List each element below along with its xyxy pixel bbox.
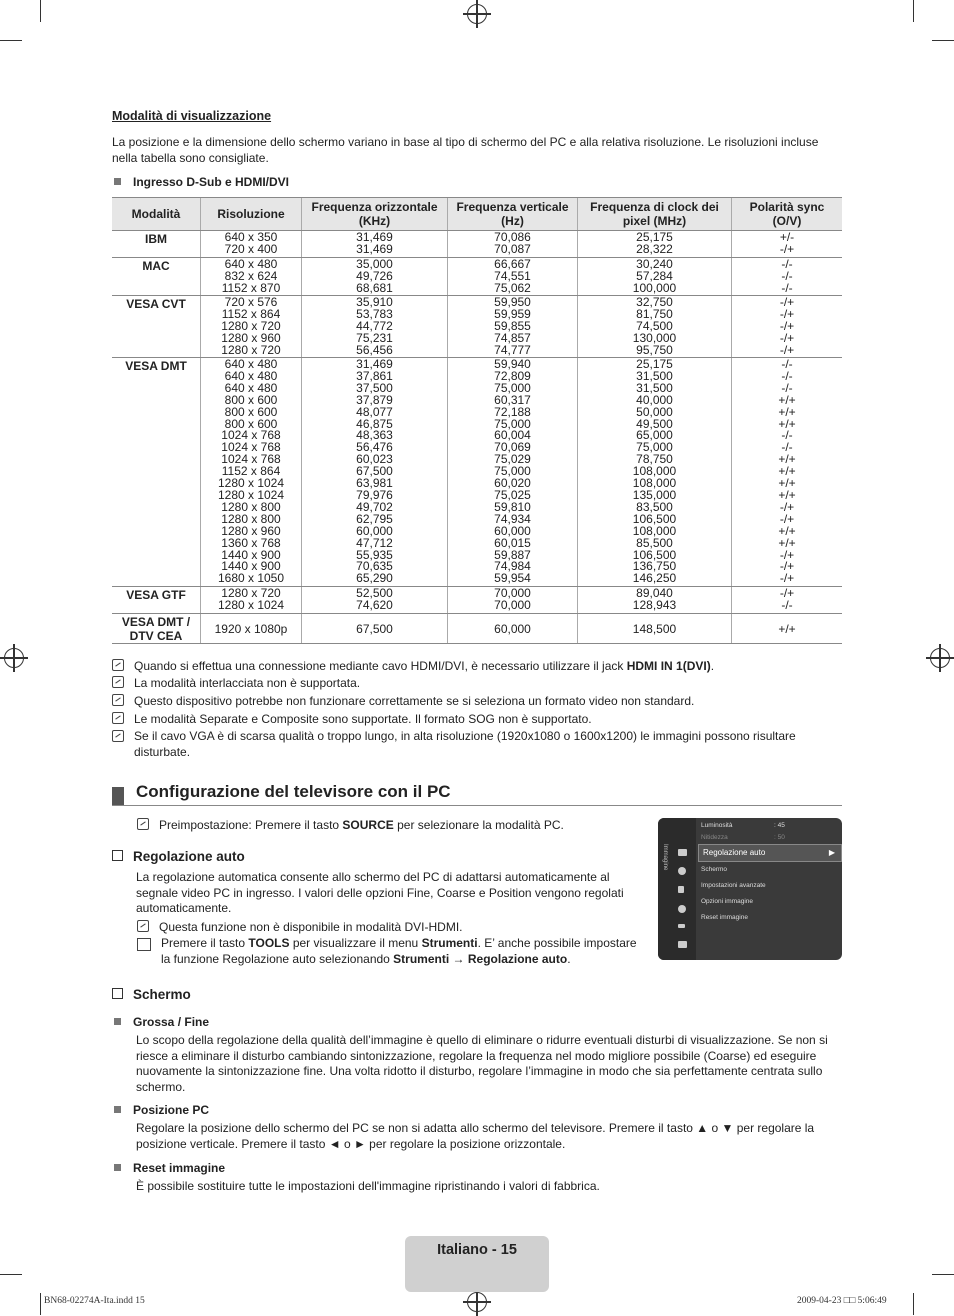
square-bullet-icon — [114, 1106, 121, 1113]
hfreq-cell: 52,500 74,620 — [302, 587, 448, 614]
square-bullet-icon — [114, 1018, 121, 1025]
screen-heading-text: Schermo — [133, 987, 191, 1002]
note-item — [112, 658, 842, 674]
vfreq-cell: 59,940 72,809 75,000 60,317 72,188 75,000 60,004 70,069 75,029 75,000 60,020 75,025 59,810 74,934 60,000 60,015 59,887 74,984 59,954 — [448, 358, 578, 587]
menu-item-luminosita: Luminosità — [701, 822, 733, 829]
menu-item[interactable]: Schermo — [701, 866, 728, 873]
table-row — [112, 587, 842, 614]
section-title: Modalità di visualizzazione — [112, 109, 272, 123]
grossa-text: Lo scopo della regolazione della qualità dell’immagine è quello di eliminare o ridurre eventuali disturbi di visualizzazione. Se non si riesce a eliminare il disturbo cambiando sintonizzazione, regolare la frequenza nel modo migliore possibile (Coarse) ed eseguire nuovamente la sintonizzazione fine. Una volta ridotto il disturbo, regolare l’immagine in modo che sia perfettamente centrata sullo schermo. — [136, 1033, 828, 1094]
note-text: Quando si effettua una connessione mediante cavo HDMI/DVI, è necessario utilizzare il jack — [134, 659, 627, 673]
menu-side-label: Immagine — [662, 844, 668, 871]
pol-cell: +/+ — [732, 614, 843, 644]
res-cell: 1280 x 720 1280 x 1024 — [201, 587, 302, 614]
vfreq-cell: 70,000 70,000 — [448, 587, 578, 614]
note-text: Le modalità Separate e Composite sono supportate. Il formato SOG non è supportato. — [134, 712, 592, 726]
table-row — [112, 358, 842, 587]
vfreq-cell: 60,000 — [448, 614, 578, 644]
note-item — [112, 711, 842, 727]
hfreq-cell: 31,469 31,469 — [302, 231, 448, 258]
table-row — [112, 258, 842, 296]
res-cell: 1920 x 1080p — [201, 614, 302, 644]
menu-item[interactable]: Reset immagine — [701, 914, 748, 921]
table-header-row — [112, 198, 842, 231]
clock-cell: 148,500 — [578, 614, 732, 644]
note-icon — [137, 920, 149, 932]
reset-text: È possibile sostituire tutte le impostazioni dell'immagine ripristinando i valori di fabbrica. — [136, 1179, 600, 1193]
hfreq-cell: 67,500 — [302, 614, 448, 644]
crop-mark — [0, 1274, 22, 1275]
note-bold: SOURCE — [342, 818, 394, 832]
note-text: Preimpostazione: Premere il tasto — [159, 818, 343, 832]
tv-menu-screenshot — [658, 818, 842, 960]
mode-cell: VESA DMT / DTV CEA — [112, 614, 201, 644]
input-label — [114, 173, 289, 191]
pol-cell: -/- -/- -/- — [732, 258, 843, 296]
note-icon — [112, 712, 124, 724]
clock-cell: 25,175 28,322 — [578, 231, 732, 258]
mode-cell: VESA GTF — [112, 587, 201, 614]
note-text: per selezionare la modalità PC. — [393, 818, 564, 832]
table-row — [112, 614, 842, 644]
note-text: . — [710, 659, 715, 673]
menu-item[interactable]: Impostazioni avanzate — [701, 882, 766, 889]
vfreq-cell: 66,667 74,551 75,062 — [448, 258, 578, 296]
tools-note — [137, 936, 649, 967]
note-text: Questa funzione non è disponibile in modalità DVI-HDMI. — [159, 920, 463, 934]
note-item — [112, 728, 842, 760]
note-text: La modalità interlacciata non è supportata. — [134, 676, 361, 690]
note-text: Questo dispositivo potrebbe non funzionare correttamente se si seleziona un formato video non standard. — [134, 694, 695, 708]
res-cell: 640 x 480 640 x 480 640 x 480 800 x 600 800 x 600 800 x 600 1024 x 768 1024 x 768 1024 x 768 1152 x 864 1280 x 1024 1280 x 1024 1280 x 800 1280 x 800 1280 x 960 1360 x 768 1440 x 900 1440 x 900 1680 x 1050 — [201, 358, 302, 587]
auto-text: La regolazione automatica consente allo schermo del PC di adattarsi automaticamente al segnale video PC in ingresso. I valori delle opzioni Fine, Coarse e Position vengono regolati automaticamente. — [136, 870, 624, 915]
clock-cell: 25,175 31,500 31,500 40,000 50,000 49,500 65,000 75,000 78,750 108,000 108,000 135,000 83,500 106,500 108,000 85,500 106,500 136,750 146,250 — [578, 358, 732, 587]
print-file-info: BN68-02274A-Ita.indd 15 — [44, 1296, 145, 1306]
registration-mark-icon — [467, 1292, 487, 1312]
pos-label-text: Posizione PC — [133, 1103, 210, 1117]
col-header: Risoluzione — [201, 198, 302, 231]
section-heading-text: Configurazione del televisore con il PC — [136, 782, 451, 801]
registration-mark-icon — [4, 648, 24, 668]
resolution-table — [112, 197, 842, 644]
auto-heading-text: Regolazione auto — [133, 849, 245, 864]
pol-cell: -/+ -/+ -/+ -/+ -/+ — [732, 296, 843, 358]
preset-note — [137, 817, 564, 834]
hfreq-cell: 35,000 49,726 68,681 — [302, 258, 448, 296]
menu-item-nitidezza-value: : 50 — [774, 834, 785, 841]
registration-mark-icon — [467, 4, 487, 24]
mode-cell: VESA CVT — [112, 296, 201, 358]
page-number-box — [405, 1236, 549, 1292]
note-bold: HDMI IN 1(DVI) — [626, 659, 711, 673]
table-row — [112, 231, 842, 258]
auto-note — [137, 919, 463, 936]
clock-cell: 30,240 57,284 100,000 — [578, 258, 732, 296]
crop-mark — [0, 40, 22, 41]
print-date-info: 2009-04-23 □□ 5:06:49 — [797, 1296, 887, 1306]
input-icon — [678, 924, 685, 928]
menu-item[interactable]: Opzioni immagine — [701, 898, 754, 905]
arrow-right-icon: ▶ — [828, 848, 835, 857]
reset-label — [114, 1159, 225, 1177]
menu-icon-column — [658, 818, 696, 960]
heading-marker — [112, 787, 124, 805]
vfreq-cell: 70,086 70,087 — [448, 231, 578, 258]
note-item — [112, 675, 842, 691]
note-icon — [112, 659, 124, 671]
setup-icon — [678, 905, 686, 913]
crop-mark — [913, 1293, 914, 1315]
menu-item-luminosita-value: : 45 — [774, 822, 785, 829]
sound-icon — [678, 867, 686, 875]
pos-label — [114, 1101, 209, 1119]
col-header: Frequenza orizzontale (KHz) — [302, 198, 448, 231]
note-text: Se il cavo VGA è di scarsa qualità o troppo lungo, in alta risoluzione (1920x1080 o 1600x1200) le immagini possono risultare disturbate. — [134, 729, 796, 759]
menu-item-nitidezza: Nitidezza — [701, 834, 728, 841]
grossa-label — [114, 1013, 209, 1031]
square-bullet-icon — [114, 178, 121, 185]
crop-mark — [932, 40, 954, 41]
picture-icon — [678, 849, 687, 856]
table-row — [112, 296, 842, 358]
pol-cell: -/- -/- -/- +/+ +/+ +/+ -/- -/- +/+ +/+ +/+ +/+ -/+ -/+ +/+ +/+ -/+ -/+ -/+ — [732, 358, 843, 587]
note-icon — [137, 818, 149, 830]
col-header: Frequenza di clock dei pixel (MHz) — [578, 198, 732, 231]
input-label-text: Ingresso D-Sub e HDMI/DVI — [133, 175, 290, 189]
application-icon — [678, 941, 687, 948]
res-cell: 640 x 350 720 x 400 — [201, 231, 302, 258]
checkbox-icon — [112, 850, 123, 861]
clock-cell: 32,750 81,750 74,500 130,000 95,750 — [578, 296, 732, 358]
hfreq-cell: 31,469 37,861 37,500 37,879 48,077 46,875 48,363 56,476 60,023 67,500 63,981 79,976 49,702 62,795 60,000 47,712 55,935 70,635 65,290 — [302, 358, 448, 587]
col-header: Modalità — [112, 198, 201, 231]
intro-text: La posizione e la dimensione dello schermo variano in base al tipo di schermo del PC e alla relativa risoluzione. Le risoluzioni incluse nella tabella sono consigliate. — [112, 135, 819, 165]
note-item — [112, 693, 842, 709]
crop-mark — [932, 1274, 954, 1275]
col-header: Frequenza verticale (Hz) — [448, 198, 578, 231]
tools-text: Premere il tasto TOOLS per visualizzare il menu Strumenti. E’ anche possibile impostare la funzione Regolazione auto selezionando Strumenti → Regolazione auto. — [161, 936, 637, 966]
note-icon — [112, 694, 124, 706]
pol-cell: -/+ -/- — [732, 587, 843, 614]
registration-mark-icon — [930, 648, 950, 668]
col-header: Polarità sync (O/V) — [732, 198, 843, 231]
crop-mark — [913, 0, 914, 22]
crop-mark — [40, 0, 41, 22]
pol-cell: +/- -/+ — [732, 231, 843, 258]
hfreq-cell: 35,910 53,783 44,772 75,231 56,456 — [302, 296, 448, 358]
note-icon — [112, 676, 124, 688]
section-heading — [112, 782, 842, 806]
channel-icon — [678, 886, 684, 893]
menu-item-selected[interactable]: Regolazione auto ▶ — [698, 844, 842, 862]
pos-text: Regolare la posizione dello schermo del PC se non si adatta allo schermo del televisore. Premere il tasto ▲ o ▼ per regolare la posizione verticale. Premere il tasto ◄ o ► per regolare la posizione orizzontale. — [136, 1121, 815, 1151]
mode-cell: VESA DMT — [112, 358, 201, 587]
vfreq-cell: 59,950 59,959 59,855 74,857 74,777 — [448, 296, 578, 358]
grossa-label-text: Grossa / Fine — [133, 1015, 210, 1029]
crop-mark — [40, 1293, 41, 1315]
clock-cell: 89,040 128,943 — [578, 587, 732, 614]
mode-cell: MAC — [112, 258, 201, 296]
mode-cell: IBM — [112, 231, 201, 258]
note-icon — [112, 730, 124, 742]
square-bullet-icon — [114, 1164, 121, 1171]
tools-icon — [137, 938, 151, 951]
auto-heading — [112, 848, 245, 866]
res-cell: 720 x 576 1152 x 864 1280 x 720 1280 x 960 1280 x 720 — [201, 296, 302, 358]
screen-heading — [112, 986, 191, 1004]
page-number: Italiano - 15 — [437, 1242, 517, 1258]
checkbox-icon — [112, 988, 123, 999]
reset-label-text: Reset immagine — [133, 1161, 226, 1175]
res-cell: 640 x 480 832 x 624 1152 x 870 — [201, 258, 302, 296]
